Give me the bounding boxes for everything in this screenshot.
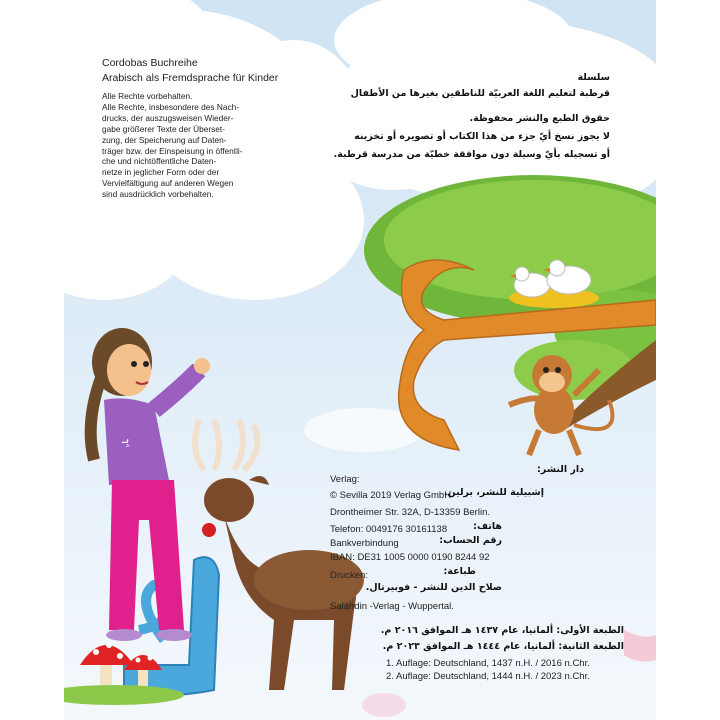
- rights-line: drucks, der auszugsweisen Wieder-: [102, 112, 234, 123]
- print-label-ar: طباعة:: [443, 566, 476, 577]
- edition-second-ar: الطبعة الثانية: ألمانيا، عام ١٤٤٤ هـ الموافق ٢٠٢٣ م.: [382, 641, 624, 652]
- rights-line: che und nichtöffentliche Daten-: [102, 156, 217, 167]
- publisher-ar: إشبيلية للنشر، برلين.: [443, 487, 544, 498]
- arabic-prohibition-2: أو تسجيله بأيّ وسيلة دون موافقة خطيّة من مدرسة قرطبة.: [333, 149, 610, 160]
- arabic-prohibition-1: لا يجوز نسخ أيّ جزء من هذا الكتاب أو تصويره أو تخزينه: [354, 131, 610, 142]
- book-page: [64, 0, 656, 720]
- rights-line: Vervielfältigung auf anderen Wegen: [102, 178, 234, 189]
- rights-line: träger bzw. der Einspeisung in öffentli-: [102, 145, 243, 156]
- rights-line: netze in jeglicher Form oder der: [102, 167, 220, 178]
- verlag-label-ar: دار النشر:: [537, 464, 584, 475]
- letter-decor-pink: [624, 630, 656, 662]
- rights-line: sind ausdrücklich vorbehalten.: [102, 189, 214, 200]
- edition-second: 2. Auflage: Deutschland, 1444 n.H. / 2023 n.Chr.: [386, 671, 590, 682]
- bank-label-ar: رقم الحساب:: [439, 535, 502, 546]
- iban: IBAN: DE31 1005 0000 0190 8244 92: [330, 552, 490, 563]
- shirt-letter: بِـ: [122, 432, 130, 447]
- phone: Telefon: 0049176 30161138: [330, 524, 448, 535]
- bank-label: Bankverbindung: [330, 538, 399, 549]
- copyright: © Sevilla 2019 Verlag GmbH: [330, 490, 452, 501]
- print-label: Drucken:: [330, 570, 369, 581]
- phone-label-ar: هاتف:: [473, 521, 502, 532]
- german-rights: [102, 91, 282, 200]
- rights-line: Alle Rechte, insbesondere des Nach-: [102, 101, 239, 112]
- edition-first: 1. Auflage: Deutschland, 1437 n.H. / 2016 n.Chr.: [386, 658, 590, 669]
- verlag-label: Verlag:: [330, 474, 360, 485]
- rights-short: Alle Rechte vorbehalten.: [102, 91, 193, 101]
- arabic-series-label: سلسلة: [577, 72, 610, 83]
- printer: Salahdin -Verlag - Wuppertal.: [330, 601, 454, 612]
- decor-bottom: [362, 693, 406, 717]
- rights-line: gabe größerer Texte der Überset-: [102, 123, 225, 134]
- arabic-series-name: قرطبة لتعليم اللغة العربيّة للناطقين بغيرها من الأطفال: [350, 88, 610, 99]
- german-header: [102, 56, 278, 86]
- edition-first-ar: الطبعة الأولى: ألمانيا، عام ١٤٣٧ هـ الموافق ٢٠١٦ م.: [380, 625, 624, 636]
- printer-ar: صلاح الدين للنشر - فوبيرتال.: [365, 582, 502, 593]
- arabic-rights: حقوق الطبع والنشر محفوظة.: [469, 113, 610, 124]
- cloud-right: [314, 0, 656, 205]
- address: Drontheimer Str. 32A, D-13359 Berlin.: [330, 507, 490, 518]
- rights-line: zung, der Speicherung auf Daten-: [102, 134, 227, 145]
- series-title: Cordobas Buchreihe: [102, 57, 198, 69]
- series-subtitle: Arabisch als Fremdsprache für Kinder: [102, 72, 279, 84]
